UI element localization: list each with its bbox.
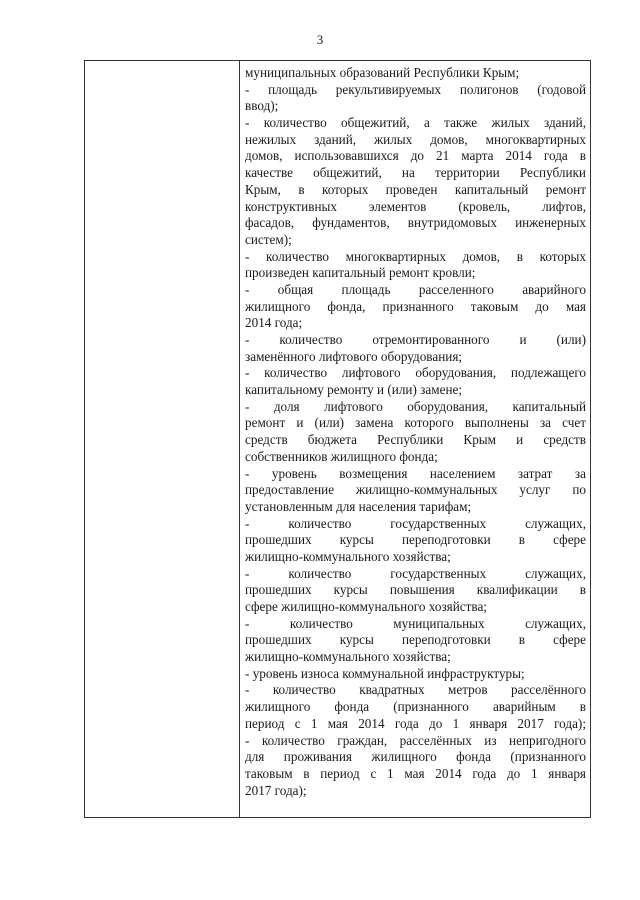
text-line: собственников жилищного фонда; [245,448,438,464]
text-line: муниципальных образований Республики Крым; [245,65,520,80]
document-table [84,60,591,818]
text-line: произведен капитальный ремонт кровли; [245,265,476,281]
text-line: установленным для населения тарифам; [245,498,472,514]
text-line: фасадов, фундаментов, внутридомовых инженерных [245,215,586,231]
text-line: конструктивных элементов (кровель, лифтов, [245,198,586,214]
text-line: - доля лифтового оборудования, капитальный [245,398,586,414]
text-line: - количество лифтового оборудования, подлежащего [245,365,586,381]
text-line: - общая площадь расселенного аварийного [245,281,586,297]
text-line: жилищно-коммунального хозяйства; [245,548,451,564]
page-number: 3 [316,32,324,47]
table-left-column [85,61,240,817]
text-line: - количество граждан, расселённых из непригодного [245,732,586,748]
text-line: - площадь рекультивируемых полигонов (годовой [245,81,586,97]
text-line: качестве общежитий, на территории Республики [245,165,586,181]
text-line: прошедших курсы переподготовки в сфере [245,632,586,648]
text-line: - количество государственных служащих, [245,515,586,531]
text-line: жилищного фонда, признанного таковым до мая [245,298,586,314]
text-line: жилищного фонда (признанного аварийным в [245,699,586,715]
text-line: для проживания жилищного фонда (признанного [245,749,586,765]
text-line: - количество многоквартирных домов, в которых [245,248,586,264]
text-line: - количество муниципальных служащих, [245,615,586,631]
text-line: - количество общежитий, а также жилых зданий, [245,115,586,131]
text-line: таковым в период с 1 мая 2014 года до 1 января [245,765,586,781]
text-line: домов, использовавшихся до 21 марта 2014 года в [245,148,586,164]
text-line: ввод); [245,98,279,114]
text-line: ремонт и (или) замена которого выполнены за счет [245,415,586,431]
text-line: капитальному ремонту и (или) замене; [245,382,463,398]
text-line: - количество отремонтированного и (или) [245,332,586,347]
text-line: систем); [245,231,292,247]
text-line: период с 1 мая 2014 года до 1 января 2017 года); [245,715,586,731]
text-line: - количество квадратных метров расселённого [245,682,586,698]
text-line: 2017 года); [245,782,307,798]
text-line: 2014 года; [245,315,303,331]
text-line: средств бюджета Республики Крым и средств [245,432,586,448]
text-line: жилищно-коммунального хозяйства; [245,649,451,665]
text-line: нежилых зданий, жилых домов, многоквартирных [245,131,586,147]
text-line: сфере жилищно-коммунального хозяйства; [245,599,487,614]
text-line: прошедших курсы переподготовки в сфере [245,532,586,548]
text-line: - количество государственных служащих, [245,565,586,581]
text-line: прошедших курсы повышения квалификации в [245,582,586,598]
text-line: предоставление жилищно-коммунальных услуг по [245,482,586,498]
text-line: Крым, в которых проведен капитальный ремонт [245,181,586,197]
text-line: - уровень возмещения населением затрат за [245,465,586,481]
text-line: заменённого лифтового оборудования; [245,348,463,364]
text-line: - уровень износа коммунальной инфраструктуры; [245,665,525,681]
table-right-column [240,61,590,817]
